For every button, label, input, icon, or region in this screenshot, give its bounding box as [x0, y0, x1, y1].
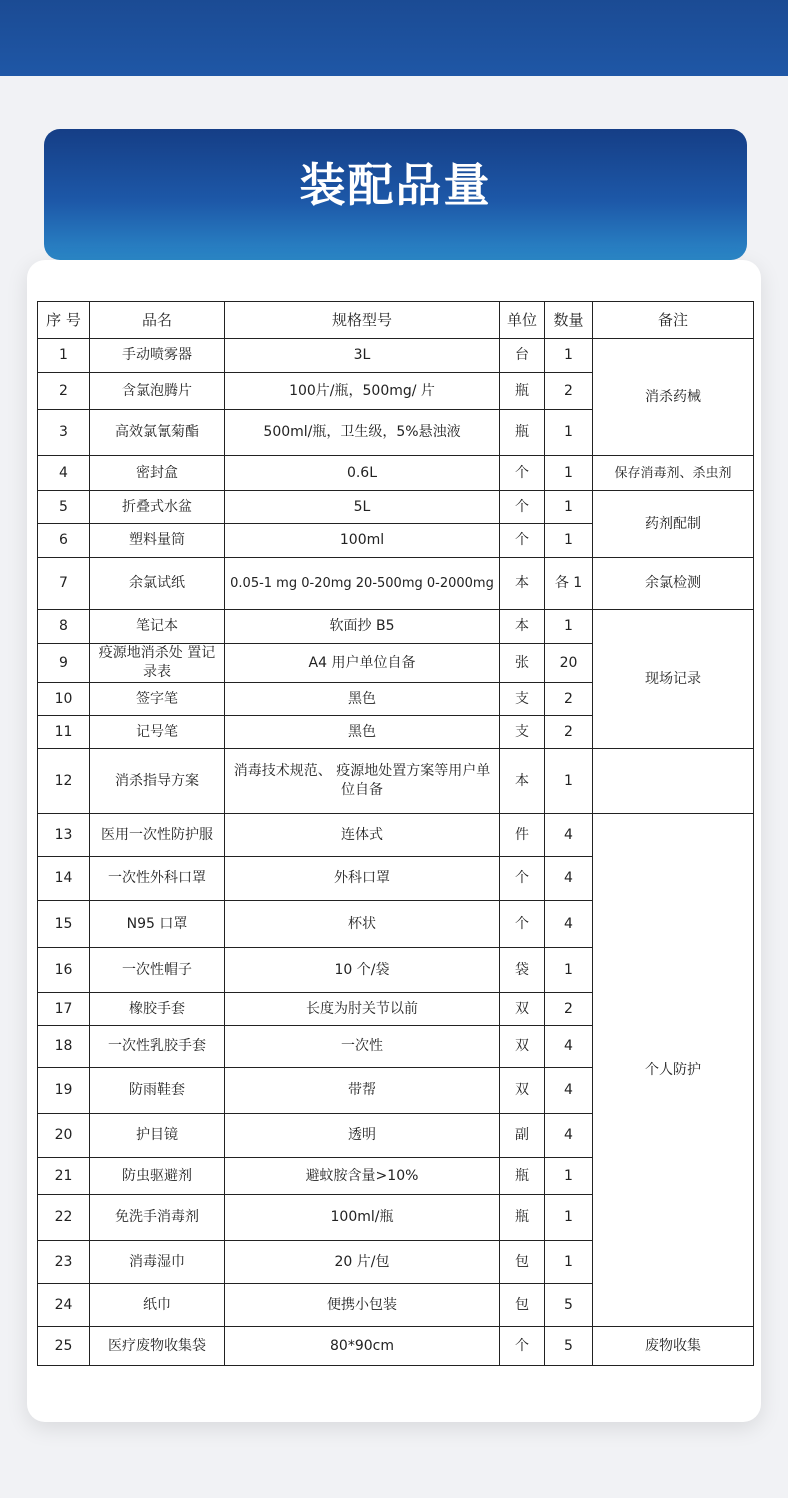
cell-no: 17 — [38, 993, 90, 1026]
cell-no: 13 — [38, 814, 90, 857]
cell-name: 签字笔 — [90, 683, 225, 716]
cell-qty: 1 — [545, 610, 593, 644]
cell-name: N95 口罩 — [90, 901, 225, 948]
cell-name: 含氯泡腾片 — [90, 373, 225, 410]
cell-name: 医用一次性防护服 — [90, 814, 225, 857]
cell-name: 疫源地消杀处 置记录表 — [90, 644, 225, 683]
cell-note-empty — [593, 749, 754, 814]
cell-name: 一次性外科口罩 — [90, 857, 225, 901]
cell-no: 16 — [38, 948, 90, 993]
cell-name: 消毒湿巾 — [90, 1241, 225, 1284]
table-row — [38, 610, 754, 644]
cell-name: 余氯试纸 — [90, 558, 225, 610]
header-spec: 规格型号 — [225, 302, 500, 339]
cell-spec: 外科口罩 — [225, 857, 500, 901]
cell-qty: 4 — [545, 1068, 593, 1114]
top-band — [0, 0, 788, 76]
cell-qty: 5 — [545, 1284, 593, 1327]
cell-name: 高效氯氰菊酯 — [90, 410, 225, 456]
cell-name: 医疗废物收集袋 — [90, 1327, 225, 1366]
cell-unit: 张 — [500, 644, 545, 683]
cell-qty: 1 — [545, 524, 593, 558]
cell-no: 10 — [38, 683, 90, 716]
cell-qty: 各 1 — [545, 558, 593, 610]
cell-qty: 1 — [545, 749, 593, 814]
cell-qty: 4 — [545, 1026, 593, 1068]
title-banner — [44, 129, 747, 260]
cell-unit: 支 — [500, 716, 545, 749]
cell-no: 3 — [38, 410, 90, 456]
cell-name: 消杀指导方案 — [90, 749, 225, 814]
cell-name: 免洗手消毒剂 — [90, 1195, 225, 1241]
cell-no: 21 — [38, 1158, 90, 1195]
table-row — [38, 339, 754, 373]
cell-qty: 1 — [545, 339, 593, 373]
cell-no: 5 — [38, 491, 90, 524]
cell-spec: 避蚊胺含量>10% — [225, 1158, 500, 1195]
cell-unit: 包 — [500, 1284, 545, 1327]
cell-qty: 4 — [545, 1114, 593, 1158]
cell-no: 19 — [38, 1068, 90, 1114]
cell-unit: 双 — [500, 1068, 545, 1114]
cell-name: 护目镜 — [90, 1114, 225, 1158]
cell-qty: 4 — [545, 901, 593, 948]
cell-no: 12 — [38, 749, 90, 814]
table-row — [38, 1327, 754, 1366]
cell-no: 9 — [38, 644, 90, 683]
cell-spec: 透明 — [225, 1114, 500, 1158]
cell-spec: 杯状 — [225, 901, 500, 948]
cell-no: 11 — [38, 716, 90, 749]
cell-qty: 2 — [545, 373, 593, 410]
page-title: 装配品量 — [299, 157, 492, 212]
cell-unit: 瓶 — [500, 1195, 545, 1241]
cell-unit: 双 — [500, 1026, 545, 1068]
cell-no: 14 — [38, 857, 90, 901]
cell-name: 橡胶手套 — [90, 993, 225, 1026]
cell-qty: 2 — [545, 716, 593, 749]
cell-qty: 5 — [545, 1327, 593, 1366]
cell-no: 1 — [38, 339, 90, 373]
cell-name: 防雨鞋套 — [90, 1068, 225, 1114]
cell-note: 保存消毒剂、杀虫剂 — [593, 456, 754, 491]
cell-spec: 5L — [225, 491, 500, 524]
cell-spec: 3L — [225, 339, 500, 373]
cell-spec: 0.6L — [225, 456, 500, 491]
cell-qty: 20 — [545, 644, 593, 683]
cell-name: 防虫驱避剂 — [90, 1158, 225, 1195]
cell-note: 药剂配制 — [593, 491, 754, 558]
cell-unit: 支 — [500, 683, 545, 716]
cell-name: 笔记本 — [90, 610, 225, 644]
cell-unit: 本 — [500, 558, 545, 610]
cell-no: 4 — [38, 456, 90, 491]
cell-unit: 个 — [500, 1327, 545, 1366]
cell-unit: 瓶 — [500, 410, 545, 456]
table-header-row — [38, 302, 754, 339]
cell-no: 6 — [38, 524, 90, 558]
cell-unit: 件 — [500, 814, 545, 857]
cell-unit: 瓶 — [500, 373, 545, 410]
cell-no: 18 — [38, 1026, 90, 1068]
cell-spec: 10 个/袋 — [225, 948, 500, 993]
cell-no: 7 — [38, 558, 90, 610]
cell-qty: 1 — [545, 1195, 593, 1241]
cell-spec: 20 片/包 — [225, 1241, 500, 1284]
cell-qty: 1 — [545, 456, 593, 491]
cell-no: 20 — [38, 1114, 90, 1158]
table-row — [38, 814, 754, 857]
cell-spec: 100ml — [225, 524, 500, 558]
cell-note: 废物收集 — [593, 1327, 754, 1366]
cell-unit: 瓶 — [500, 1158, 545, 1195]
cell-name: 纸巾 — [90, 1284, 225, 1327]
cell-spec: 软面抄 B5 — [225, 610, 500, 644]
cell-qty: 1 — [545, 410, 593, 456]
cell-spec: 80*90cm — [225, 1327, 500, 1366]
table-row — [38, 456, 754, 491]
cell-spec: 带帮 — [225, 1068, 500, 1114]
table-row — [38, 558, 754, 610]
cell-spec: 便携小包装 — [225, 1284, 500, 1327]
cell-spec: 消毒技术规范、 疫源地处置方案等用户单位自备 — [225, 749, 500, 814]
cell-spec: 500ml/瓶，卫生级，5%悬浊液 — [225, 410, 500, 456]
cell-name: 记号笔 — [90, 716, 225, 749]
cell-spec: 长度为肘关节以前 — [225, 993, 500, 1026]
cell-no: 25 — [38, 1327, 90, 1366]
header-note: 备注 — [593, 302, 754, 339]
cell-unit: 包 — [500, 1241, 545, 1284]
cell-unit: 个 — [500, 491, 545, 524]
cell-note: 消杀药械 — [593, 339, 754, 456]
cell-name: 一次性乳胶手套 — [90, 1026, 225, 1068]
cell-no: 8 — [38, 610, 90, 644]
cell-qty: 1 — [545, 491, 593, 524]
header-unit: 单位 — [500, 302, 545, 339]
cell-unit: 本 — [500, 610, 545, 644]
cell-no: 24 — [38, 1284, 90, 1327]
cell-name: 密封盒 — [90, 456, 225, 491]
cell-qty: 2 — [545, 993, 593, 1026]
cell-spec: 一次性 — [225, 1026, 500, 1068]
cell-unit: 台 — [500, 339, 545, 373]
cell-no: 15 — [38, 901, 90, 948]
header-no: 序 号 — [38, 302, 90, 339]
cell-spec: 0.05-1 mg 0-20mg 20-500mg 0-2000mg — [225, 558, 500, 610]
cell-no: 2 — [38, 373, 90, 410]
header-name: 品名 — [90, 302, 225, 339]
cell-note: 个人防护 — [593, 814, 754, 1327]
cell-name: 一次性帽子 — [90, 948, 225, 993]
cell-spec: 黑色 — [225, 716, 500, 749]
cell-no: 22 — [38, 1195, 90, 1241]
cell-name: 折叠式水盆 — [90, 491, 225, 524]
cell-name: 塑料量筒 — [90, 524, 225, 558]
cell-spec: 黑色 — [225, 683, 500, 716]
cell-unit: 副 — [500, 1114, 545, 1158]
equipment-table — [37, 301, 754, 1366]
header-qty: 数量 — [545, 302, 593, 339]
cell-qty: 4 — [545, 857, 593, 901]
cell-qty: 1 — [545, 1241, 593, 1284]
table-row — [38, 749, 754, 814]
cell-spec: 连体式 — [225, 814, 500, 857]
cell-note: 余氯检测 — [593, 558, 754, 610]
cell-unit: 个 — [500, 456, 545, 491]
cell-unit: 双 — [500, 993, 545, 1026]
table-row — [38, 491, 754, 524]
cell-spec: 100ml/瓶 — [225, 1195, 500, 1241]
cell-qty: 1 — [545, 1158, 593, 1195]
cell-qty: 1 — [545, 948, 593, 993]
cell-no: 23 — [38, 1241, 90, 1284]
cell-unit: 袋 — [500, 948, 545, 993]
cell-unit: 个 — [500, 901, 545, 948]
cell-spec: 100片/瓶，500mg/ 片 — [225, 373, 500, 410]
cell-spec: A4 用户单位自备 — [225, 644, 500, 683]
cell-unit: 个 — [500, 857, 545, 901]
cell-qty: 4 — [545, 814, 593, 857]
cell-unit: 本 — [500, 749, 545, 814]
cell-name: 手动喷雾器 — [90, 339, 225, 373]
cell-qty: 2 — [545, 683, 593, 716]
cell-unit: 个 — [500, 524, 545, 558]
cell-note: 现场记录 — [593, 610, 754, 749]
